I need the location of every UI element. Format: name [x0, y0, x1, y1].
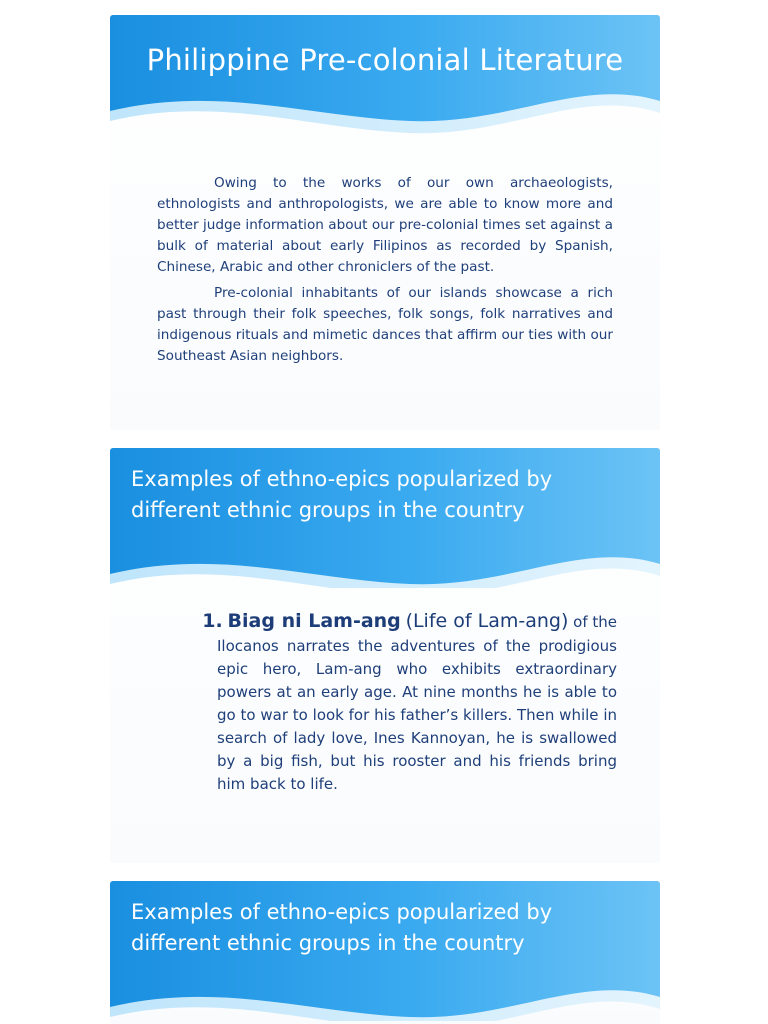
slide-title: Philippine Pre-colonial Literature [146, 43, 624, 77]
paragraph: Owing to the works of our own archaeologists, ethnologists and anthropologists, we are able to know more and better judge information about our pre-colonial times set against a bulk of material about early Filipinos as recorded by Spanish, Chinese, Arabic and other chroniclers of the past. [157, 175, 613, 275]
list-number: 1. [202, 610, 223, 632]
epic-lead: of the [573, 613, 617, 631]
slide-3 [110, 881, 660, 1024]
slide-header [110, 15, 660, 155]
epic-heading-line [165, 608, 617, 635]
epic-item [165, 608, 617, 796]
slide-header [110, 448, 660, 588]
slide-2 [110, 448, 660, 863]
wave-header-graphic [110, 15, 660, 155]
slide-header [110, 881, 660, 1021]
slide-title: Examples of ethno-epics popularized by different ethnic groups in the country [131, 467, 553, 522]
slide-1 [110, 15, 660, 430]
epic-subtitle: (Life of Lam-ang) [405, 610, 569, 632]
slide-body [157, 173, 613, 372]
slide-title: Examples of ethno-epics popularized by different ethnic groups in the country [131, 900, 553, 955]
epic-title: Biag ni Lam-ang [227, 610, 401, 632]
paragraph: Pre-colonial inhabitants of our islands showcase a rich past through their folk speeches, folk songs, folk narratives and indigenous rituals and mimetic dances that affirm our ties with our Southeast Asian neighbors. [157, 285, 613, 364]
epic-description: Ilocanos narrates the adventures of the prodigious epic hero, Lam-ang who exhibits extraordinary powers at an early age. At nine months he is able to go to war to look for his father’s killers. Then while in search of lady love, Ines Kannoyan, he is swallowed by a big fish, but his rooster and his friends bring him back to life. [217, 637, 617, 793]
